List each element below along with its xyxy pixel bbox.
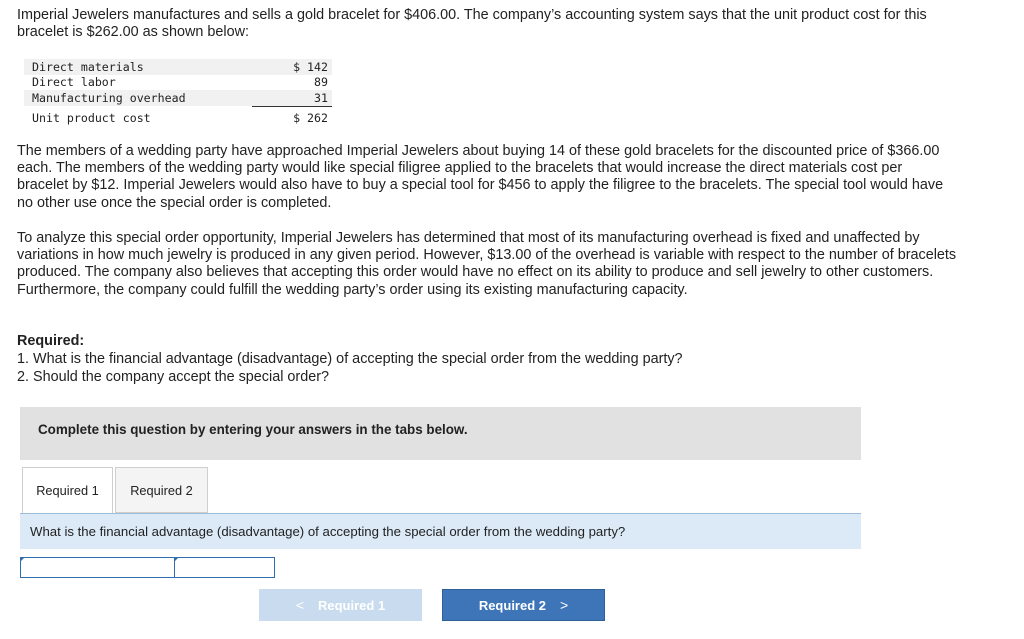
table-row <box>24 90 332 106</box>
next-button-label: Required 2 <box>478 597 546 613</box>
chevron-left-icon: < <box>295 597 304 613</box>
intro-text: Imperial Jewelers manufactures and sells a gold bracelet for $406.00. The company’s accounting system says that the unit product cost for this bracelet is $262.00 as shown below: <box>17 7 927 41</box>
paragraph-analysis: To analyze this special order opportunity, Imperial Jewelers has determined that most of its manufacturing overhead is fixed and unaffected by variations in how much jewelry is produced in any given period. However, $13.00 of the overhead is variable with respect to the number of bracelets produced. The company also believes that accepting this order would have no effect on its ability to produce and sell jewelry to other customers. Furthermore, the company could fulfill the wedding party’s order using its existing manufacturing capacity. <box>17 230 957 298</box>
next-required-button[interactable] <box>442 589 605 621</box>
table-row <box>24 75 332 91</box>
total-amount: $ 262 <box>293 111 328 125</box>
total-label: Unit product cost <box>32 110 151 125</box>
question-bar <box>20 513 861 549</box>
tab-required-2[interactable]: Required 2 <box>115 467 208 513</box>
instruction-banner <box>20 407 861 460</box>
tab-required-1[interactable]: Required 1 <box>22 467 113 513</box>
unit-cost-table <box>24 59 332 127</box>
prev-required-button[interactable] <box>259 589 422 621</box>
chevron-right-icon: > <box>560 597 569 613</box>
answer-label-input[interactable] <box>21 558 175 577</box>
cost-amount: 31 <box>252 90 332 106</box>
paragraph-special-order: The members of a wedding party have approached Imperial Jewelers about buying 14 of these gold bracelets for the discounted price of $366.00 each. The members of the wedding party would like special filigree applied to the bracelets that would increase the direct materials cost per bracelet by $12. Imperial Jewelers would also have to buy a special tool for $456 to apply the filigree to the bracelets. The special tool would have no other use once the special order is completed. <box>17 143 944 211</box>
required-item-1: 1. What is the financial advantage (disadvantage) of accepting the special order from the wedding party? <box>17 351 683 367</box>
cost-label: Manufacturing overhead <box>24 90 252 106</box>
instruction-text: Complete this question by entering your answers in the tabs below. <box>38 422 468 437</box>
table-total-row <box>24 106 332 127</box>
cost-amount: $ 142 <box>252 59 332 75</box>
prev-button-label: Required 1 <box>318 597 386 613</box>
table-row <box>24 59 332 75</box>
answer-amount-input[interactable] <box>175 558 274 577</box>
cost-label: Direct labor <box>32 75 116 90</box>
required-item-2: 2. Should the company accept the special order? <box>17 369 329 385</box>
cost-label: Direct materials <box>24 59 252 75</box>
cost-amount: 89 <box>314 75 328 90</box>
cell-marker-icon <box>20 557 25 562</box>
cell-marker-icon <box>174 557 179 562</box>
question-text: What is the financial advantage (disadvantage) of accepting the special order from the wedding party? <box>30 524 626 539</box>
answer-amount-cell <box>174 557 275 578</box>
required-heading: Required: <box>17 333 85 349</box>
answer-label-cell <box>20 557 176 578</box>
